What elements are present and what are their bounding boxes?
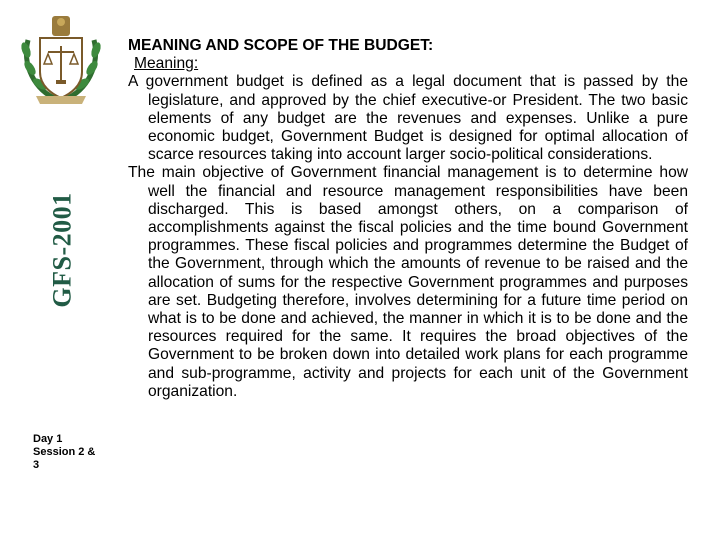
- slide-body: [128, 37, 688, 401]
- slide-subheading: Meaning:: [134, 55, 199, 73]
- session-number-cont: 3: [33, 459, 40, 471]
- vertical-course-title: GFS-2001: [48, 192, 78, 308]
- slide-heading: MEANING AND SCOPE OF THE BUDGET:: [128, 37, 434, 54]
- session-number: Session 2 &: [33, 446, 96, 458]
- session-label: [33, 433, 113, 472]
- emblem-crest-icon: [18, 10, 104, 108]
- left-sidebar: [0, 0, 120, 540]
- paragraph-definition: A government budget is defined as a legal document that is passed by the legislature, and approved by the chief executive-or President. The two basic elements of any budget are the revenues and expenses. Unlike a pure economic budget, Government Budget is designed for optimal allocation of scarce resources taking into account larger socio-political considerations.: [128, 73, 688, 164]
- session-day: Day 1: [33, 433, 63, 445]
- paragraph-objective: The main objective of Government financial management is to determine how well the financial and resource management responsibilities have been discharged. This is based amongst others, on a comparison of accomplishments against the fiscal policies and the time bound Government programmes. These fiscal policies and programmes determine the Budget of the Government, through which the amounts of revenue to be raised and the allocation of sums for the respective Government programmes and purposes are set. Budgeting therefore, involves determining for a future time period on what is to be done and achieved, the manner in which it is to be done and the resources required for the same. It requires the broad objectives of the Government to be broken down into detailed work plans for each programme and sub-programme, activity and projects for each unit of the Government organization.: [128, 164, 688, 400]
